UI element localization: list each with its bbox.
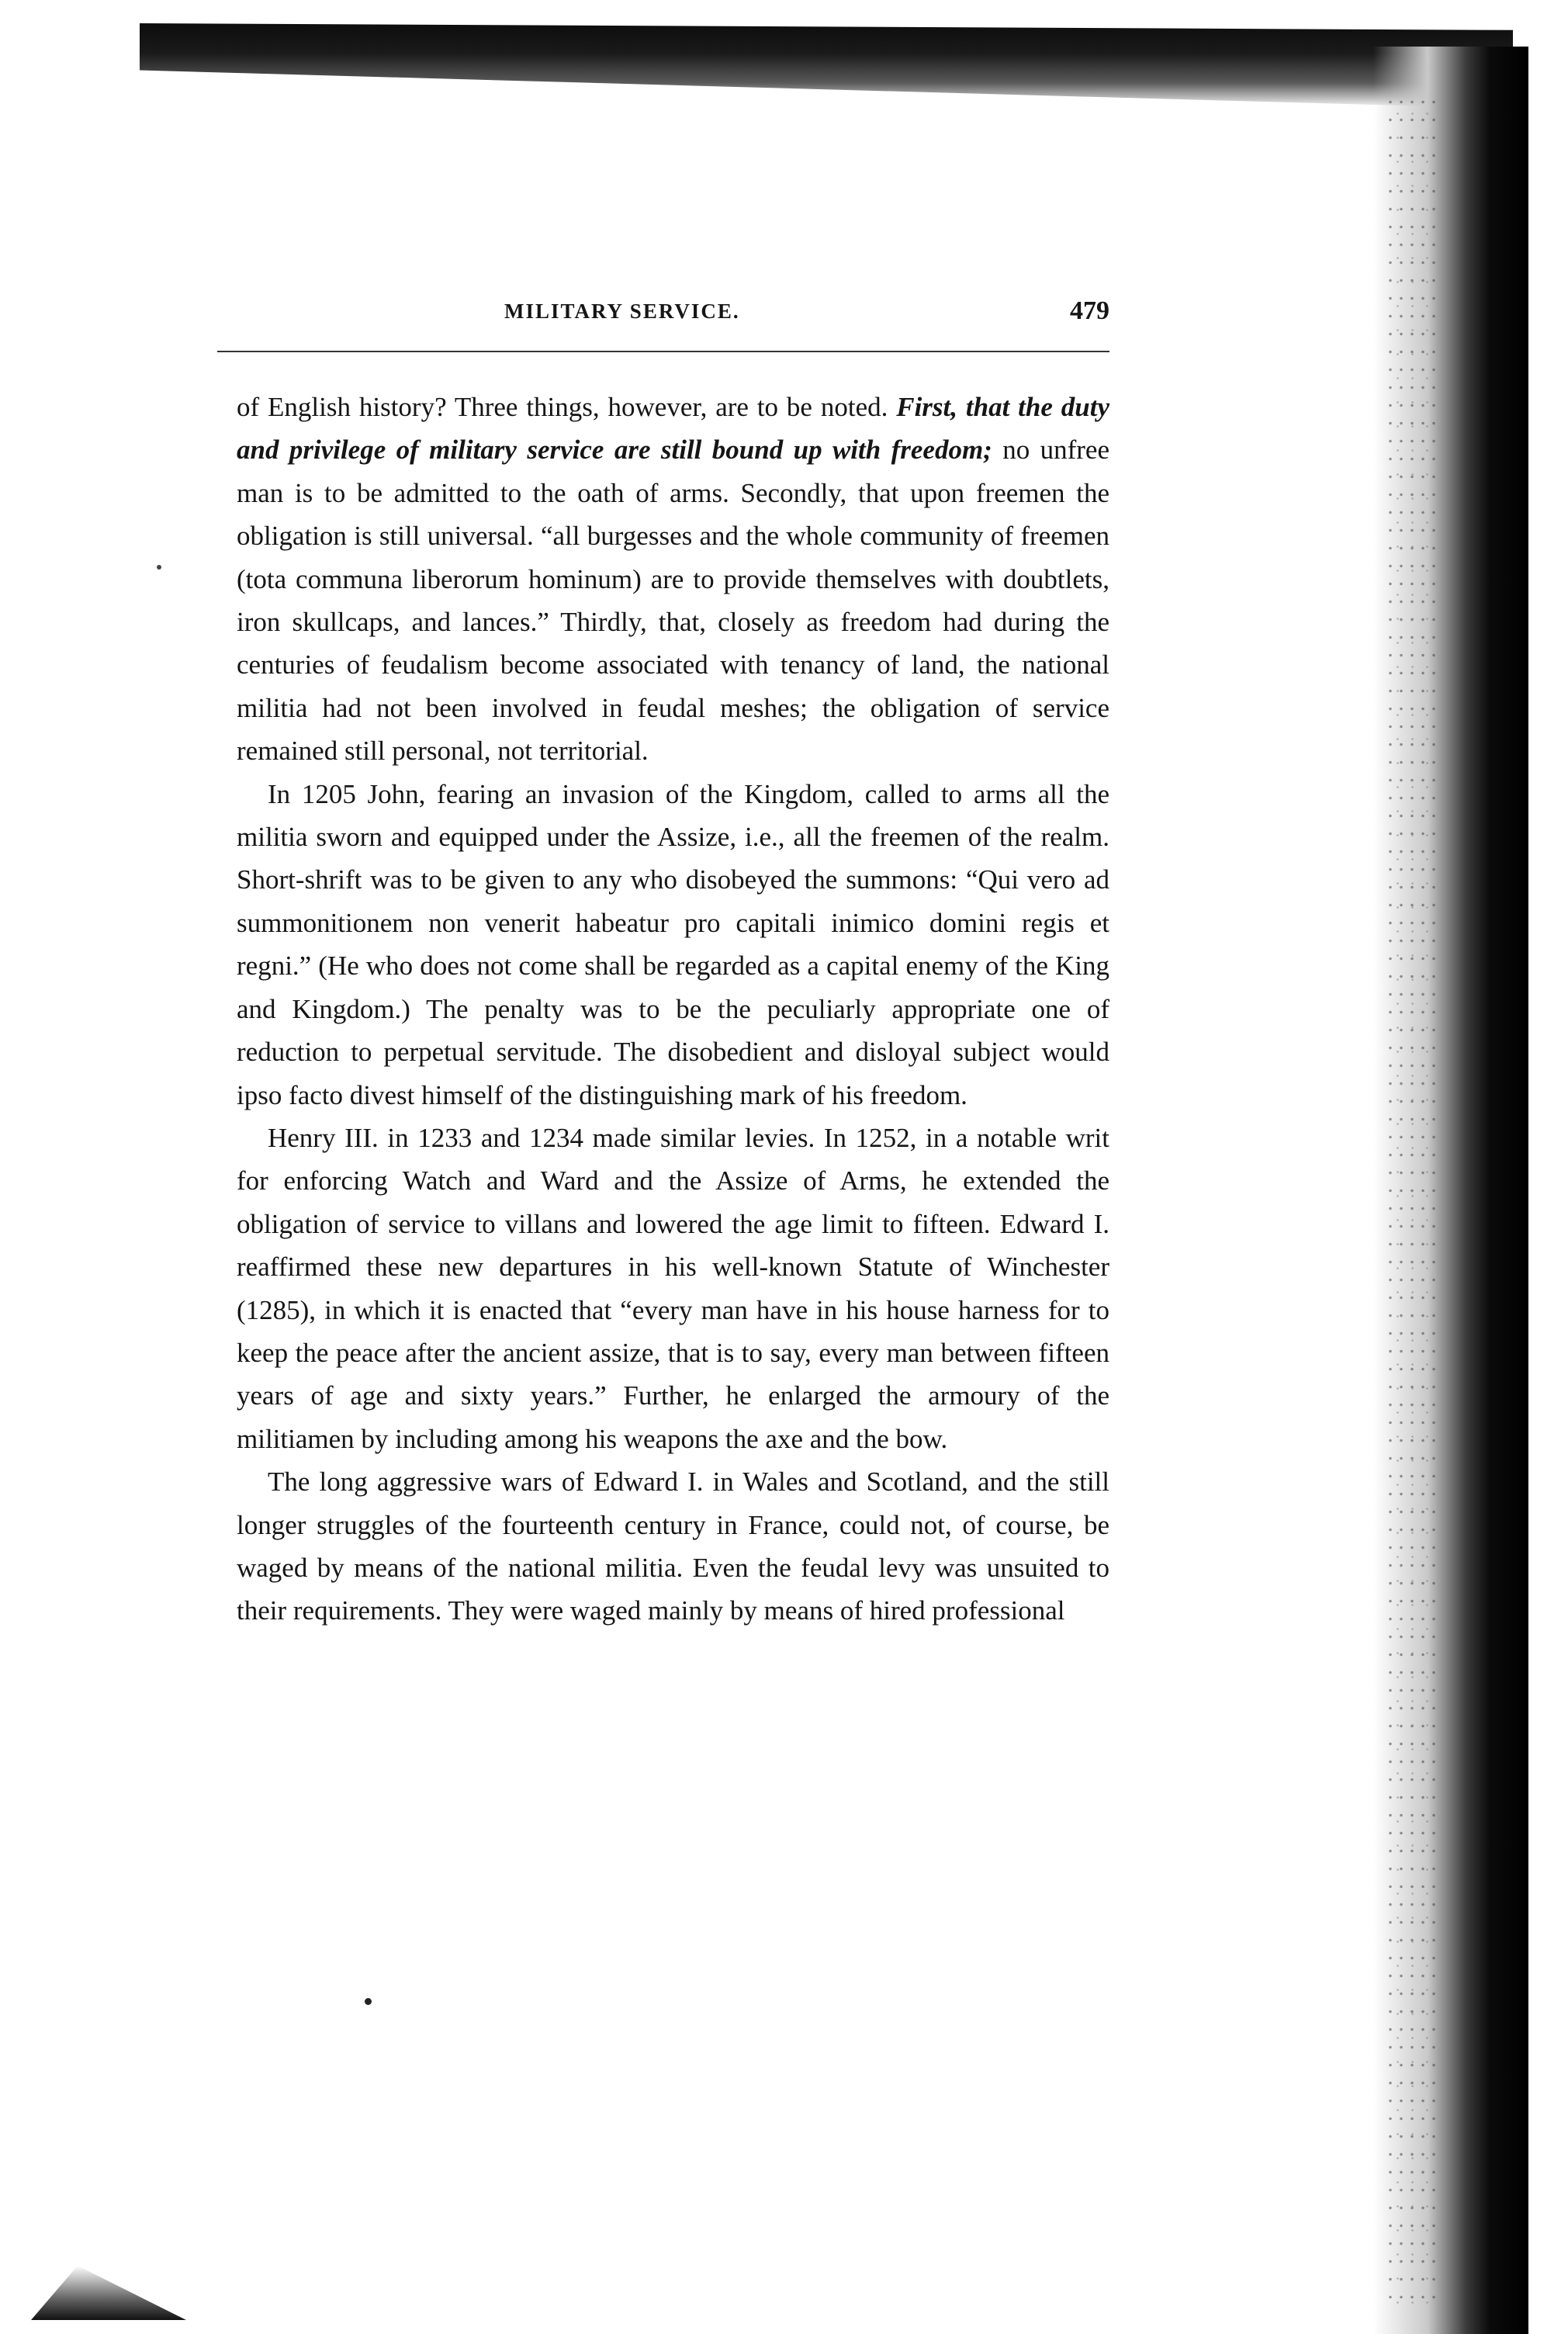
header-rule (217, 351, 1109, 352)
scan-speck (365, 1998, 372, 2005)
paragraph: Henry III. in 1233 and 1234 made similar levies. In 1252, in a notable writ for enforcing Watch and Ward and the Assize of Arms, he extended the obligation of service to villans and lowered the age limit to fifteen. Edward I. reaffirmed these new departures in his well-known Statute of Winchester (1285), in which it is enacted that “every man have in his house harness for to keep the peace after the ancient assize, that is to say, every man between fifteen years of age and sixty years.” Further, he enlarged the armoury of the militiamen by including among his weapons the axe and the bow. (237, 1122, 1109, 1454)
text-run: of English history? Three things, however, are to be noted. (237, 392, 897, 422)
running-header (237, 296, 1109, 338)
scan-noise (1385, 93, 1439, 2312)
scan-corner-shadow (31, 2266, 186, 2320)
paragraph: The long aggressive wars of Edward I. in Wales and Scotland, and the still longer struggles of the fourteenth century in France, could not, of course, be waged by means of the national militia. Even the feudal levy was unsuited to their requirements. They were waged mainly by means of hired professional (237, 1467, 1109, 1626)
scan-speck (157, 565, 161, 570)
scan-border-top (140, 23, 1513, 109)
page-number: 479 (1070, 296, 1109, 325)
emphasized-text: First, that the duty and privilege of military service are still bound up with freedom; (237, 392, 1109, 466)
running-title: MILITARY SERVICE. (504, 300, 740, 323)
body-text (237, 386, 1109, 1633)
paragraph: In 1205 John, fearing an invasion of the Kingdom, called to arms all the militia sworn and equipped under the Assize, i.e., all the freemen of the realm. Short-shrift was to be given to any who disobeyed the summons: “Qui vero ad summonitionem non venerit habeatur pro capitali inimico domini regis et regni.” (He who does not come shall be regarded as a capital enemy of the King and Kingdom.) The penalty was to be the peculiarly appropriate one of reduction to perpetual servitude. The disobedient and disloyal subject would ipso facto divest himself of the distinguishing mark of his freedom. (237, 778, 1109, 1110)
text-run: no unfree man is to be admitted to the oath of arms. Secondly, that upon freemen the obligation is still universal. “all burgesses and the whole community of freemen (tota communa liberorum hominum) are to provide themselves with doubtlets, iron skullcaps, and lances.” Thirdly, that, closely as freedom had during the centuries of feudalism become associated with tenancy of land, the national militia had not been involved in feudal meshes; the obligation of service remained still personal, not territorial. (237, 435, 1109, 767)
paragraph (237, 386, 1109, 773)
